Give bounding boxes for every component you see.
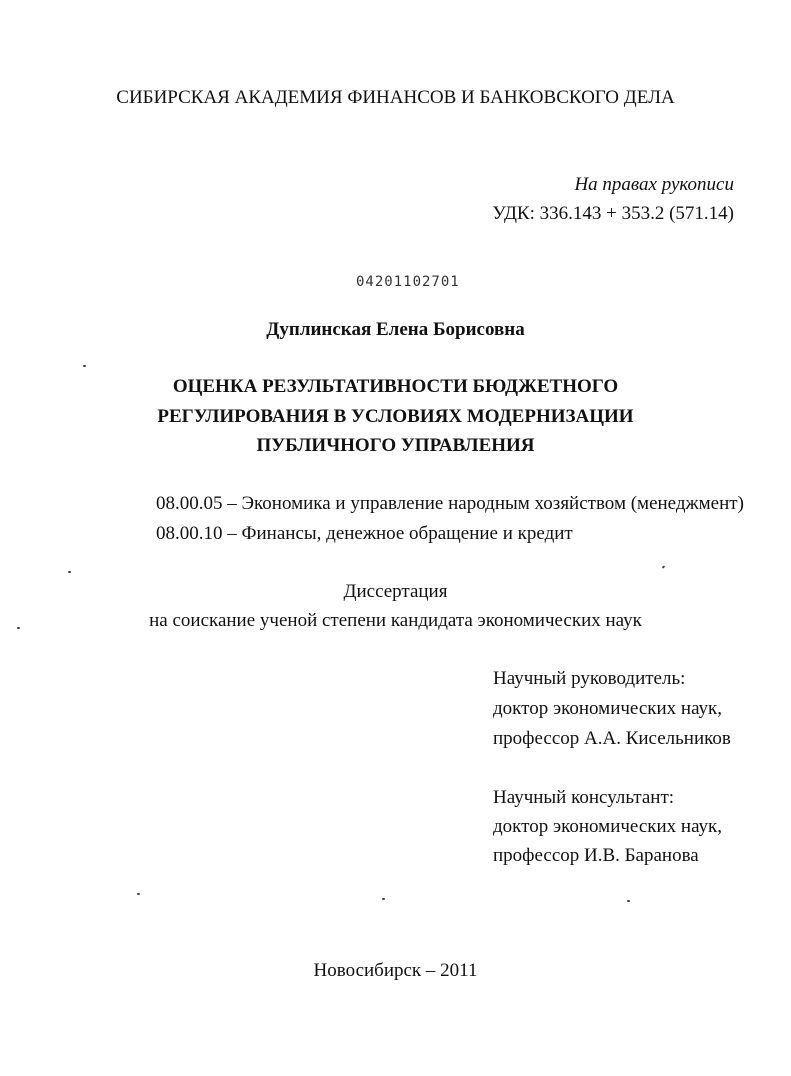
title-line: РЕГУЛИРОВАНИЯ В УСЛОВИЯХ МОДЕРНИЗАЦИИ bbox=[157, 406, 634, 427]
work-type: Диссертация bbox=[343, 581, 448, 602]
specialty-line: 08.00.05 – Экономика и управление народным хозяйством (менеджмент) bbox=[156, 493, 744, 514]
scan-speck bbox=[382, 898, 385, 900]
scan-speck bbox=[627, 900, 630, 902]
scan-speck bbox=[137, 893, 140, 895]
scan-speck bbox=[68, 571, 71, 573]
title-line: ОЦЕНКА РЕЗУЛЬТАТИВНОСТИ БЮДЖЕТНОГО bbox=[172, 376, 619, 397]
title-line: ПУБЛИЧНОГО УПРАВЛЕНИЯ bbox=[256, 435, 535, 456]
scan-speck bbox=[17, 627, 20, 629]
degree-line: на соискание ученой степени кандидата экономических наук bbox=[149, 610, 642, 631]
specialty-line: 08.00.10 – Финансы, денежное обращение и кредит bbox=[156, 523, 573, 544]
supervisor-role: Научный руководитель: bbox=[493, 668, 686, 689]
udc-code: УДК: 336.143 + 353.2 (571.14) bbox=[492, 203, 734, 224]
consultant-degree: доктор экономических наук, bbox=[493, 816, 723, 837]
scan-speck bbox=[83, 365, 86, 367]
supervisor-degree: доктор экономических наук, bbox=[493, 698, 723, 719]
supervisor-name: профессор А.А. Кисельников bbox=[493, 728, 731, 749]
rights-note: На правах рукописи bbox=[574, 174, 734, 195]
stamp-code: 04201102701 bbox=[356, 274, 460, 290]
consultant-role: Научный консультант: bbox=[493, 787, 675, 808]
author-name: Дуплинская Елена Борисовна bbox=[266, 319, 525, 340]
place-year: Новосибирск – 2011 bbox=[313, 960, 478, 981]
scan-speck bbox=[662, 565, 666, 569]
consultant-name: профессор И.В. Баранова bbox=[493, 845, 699, 866]
institution-name: СИБИРСКАЯ АКАДЕМИЯ ФИНАНСОВ И БАНКОВСКОГО ДЕЛА bbox=[116, 87, 675, 108]
